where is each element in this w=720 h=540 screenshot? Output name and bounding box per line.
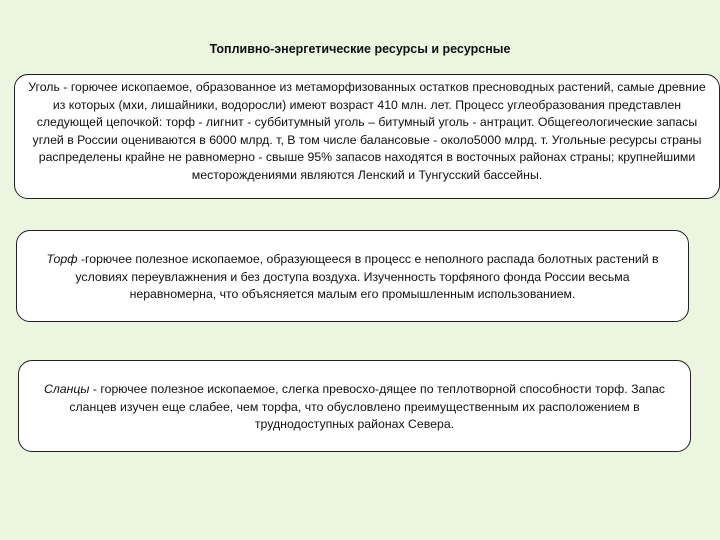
shale-info-box (18, 360, 691, 452)
peat-term: Торф (46, 252, 78, 266)
shale-description: - горючее полезное ископаемое, слегка превосхо-дящее по теплотворной способности торф. Запас сланцев изучен еще слабее, чем торфа, что обусловлено преимущественным их расположением в труднодоступных районах Севера. (69, 382, 666, 432)
peat-description: -горючее полезное ископаемое, образующееся в процесс е неполного распада болотных растений в условиях переувлажнения и без доступа воздуха. Изученность торфяного фонда России весьма неравномерна, что объясняется малым его промышленным использованием. (75, 252, 659, 302)
peat-info-box (16, 230, 689, 322)
slide-title: Топливно-энергетические ресурсы и ресурсные (209, 42, 511, 56)
coal-info-box (14, 74, 720, 199)
shale-term: Сланцы (43, 382, 90, 396)
coal-description: Уголь - горючее ископаемое, образованное из метаморфизованных остатков пресноводных растений, самые древние из которых (мхи, лишайники, водоросли) имеют возраст 410 млн. лет. Процесс углеобразования представлен следующей цепочкой: торф - лигнит - суббитумный уголь – битумный уголь - антрацит. Общегеологические запасы углей в России оцениваются в 6000 млрд. т, В том числе балансовые - около5000 млрд. т. Угольные ресурсы страны распределены крайне не равномерно - свыше 95% запасов находятся в восточных районах страны; крупнейшими месторождениями являются Ленский и Тунгусский бассейны. (28, 80, 706, 182)
